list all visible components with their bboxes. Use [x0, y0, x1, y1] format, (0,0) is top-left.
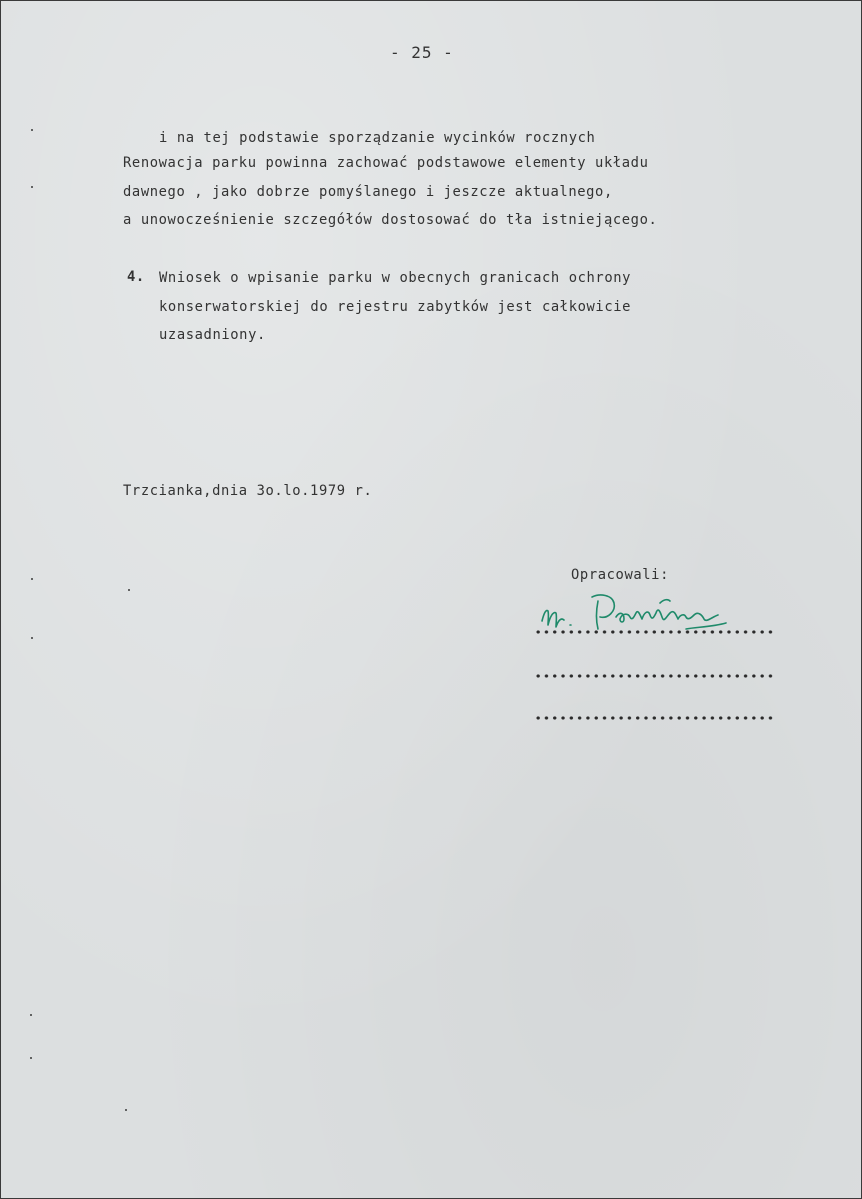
signature-dotted-line — [534, 629, 774, 635]
paragraph-line: Renowacja parku powinna zachować podstawowe elementy układu — [123, 155, 649, 171]
signature-dotted-line — [534, 715, 774, 721]
scan-speck — [30, 1014, 32, 1016]
paragraph-line: dawnego , jako dobrze pomyślanego i jeszcze aktualnego, — [123, 184, 613, 200]
prepared-by-label: Opracowali: — [571, 567, 669, 583]
paragraph-line: uzasadniony. — [159, 327, 266, 343]
scan-speck — [30, 1057, 32, 1059]
paragraph-number: 4. — [127, 269, 145, 285]
page-number: - 25 - — [390, 43, 454, 62]
scan-speck — [31, 637, 33, 639]
paragraph-line: konserwatorskiej do rejestru zabytków jest całkowicie — [159, 299, 632, 315]
paragraph-line: i na tej podstawie sporządzanie wycinków rocznych — [159, 130, 596, 146]
signature-dotted-line — [534, 673, 774, 679]
scan-speck — [125, 1109, 127, 1111]
scan-speck — [31, 129, 33, 131]
paragraph-line: Wniosek o wpisanie parku w obecnych granicach ochrony — [159, 270, 632, 286]
scan-speck — [31, 578, 33, 580]
paragraph-line: a unowocześnienie szczegółów dostosować do tła istniejącego. — [123, 212, 658, 228]
scan-speck — [31, 186, 33, 188]
place-and-date: Trzcianka,dnia 3o.lo.1979 r. — [123, 483, 373, 499]
scan-speck — [128, 589, 130, 591]
